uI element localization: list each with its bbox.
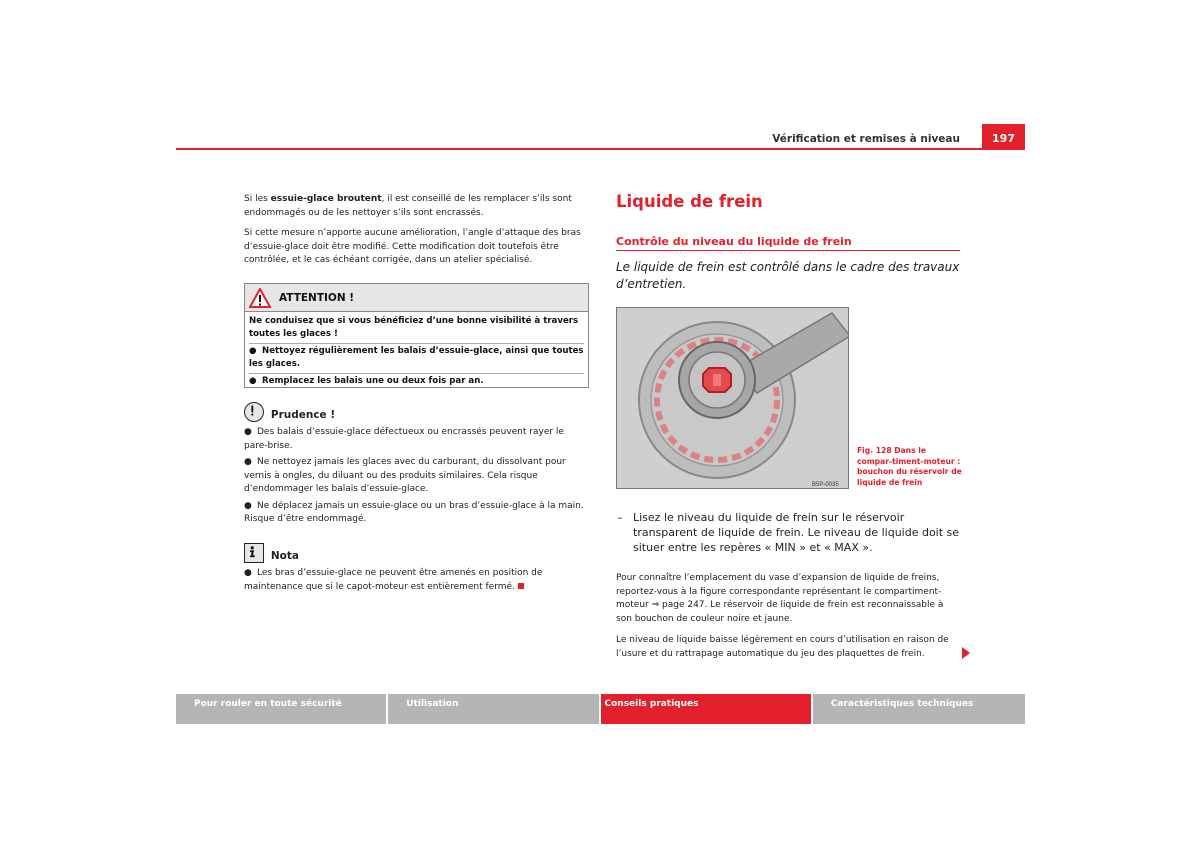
caution-block <box>244 402 589 530</box>
brake-fluid-cap-figure <box>616 307 849 489</box>
header-rule <box>176 148 1025 150</box>
step-text: Lisez le niveau du liquide de frein sur le réservoir transparent de liquide de frein. Le niveau de liquide doit se situer entre les repères « MIN » et « MAX ». <box>633 511 960 554</box>
running-header-title: Vérification et remises à niveau <box>772 133 960 145</box>
instruction-step <box>617 510 962 555</box>
warning-title: ATTENTION ! <box>279 291 355 304</box>
note-title: Nota <box>270 549 299 562</box>
end-of-section-marker <box>518 583 524 589</box>
tab-safety[interactable]: Pour rouler en toute sécurité <box>176 694 388 724</box>
caution-bullet: ● Ne nettoyez jamais les glaces avec du carburant, du dissolvant pour vernis à ongles, du diluant ou des produits similaires. Cela risque d’endommager les balais d’essuie-glace. <box>244 457 566 494</box>
subsection-rule <box>616 250 960 251</box>
info-icon <box>244 543 264 563</box>
footer-tabs <box>176 694 1025 724</box>
left-column <box>244 193 589 275</box>
paragraph-wiper-chatter: Si les essuie-glace broutent, il est conseillé de les remplacer s’ils sont endommagés ou de les nettoyer s’ils sont encrassés. <box>244 194 572 218</box>
brake-fluid-cap-illustration <box>617 308 849 489</box>
paragraph-reservoir-location: Pour connaître l’emplacement du vase d’expansion de liquide de freins, reportez-vous à la figure correspondante représentant le compartiment-moteur ⇒ page 247. Le réservoir de liquide de frein est reconnaissable à son bouchon de couleur noire et jaune. <box>616 573 944 624</box>
figure-caption: Fig. 128 Dans le compar-timent-moteur : bouchon du réservoir de liquide de frein <box>857 446 962 487</box>
step-dash: – <box>617 511 623 524</box>
figure-code: B5P-0035 <box>812 482 839 488</box>
paragraph-wiper-angle: Si cette mesure n’apporte aucune amélioration, l’angle d’attaque des bras d’essuie-glace doit être modifié. Cette modification doit toutefois être contrôlée, et le cas échéant corrigée, dans un atelier spécialisé. <box>244 228 581 265</box>
warning-line: Ne conduisez que si vous bénéficiez d’une bonne visibilité à travers toutes les glaces ! <box>249 314 584 344</box>
page-number: 197 <box>982 124 1025 149</box>
note-bullet: ● Les bras d’essuie-glace ne peuvent être amenés en position de maintenance que si le capot-moteur est entièrement fermé. <box>244 568 543 592</box>
tab-practical-tips[interactable]: Conseils pratiques <box>601 694 813 724</box>
continue-arrow-icon <box>962 647 970 659</box>
caution-icon <box>244 402 264 422</box>
warning-triangle-icon <box>249 288 271 308</box>
tab-technical-data[interactable]: Caractéristiques techniques <box>813 694 1025 724</box>
section-title: Liquide de frein <box>616 192 763 211</box>
tab-operation[interactable]: Utilisation <box>388 694 600 724</box>
note-block <box>244 543 589 597</box>
warning-header <box>245 284 588 312</box>
caution-bullet: ● Ne déplacez jamais un essuie-glace ou un bras d’essuie-glace à la main. Risque d’être endommagé. <box>244 500 584 524</box>
warning-bullet: ● Remplacez les balais une ou deux fois par an. <box>249 376 484 386</box>
paragraph-level-drop: Le niveau de liquide baisse légèrement en cours d’utilisation en raison de l’usure et du rattrapage automatique du jeu des plaquettes de frein. <box>616 635 949 659</box>
warning-box <box>244 283 589 388</box>
warning-bullet: ● Nettoyez régulièrement les balais d’essuie-glace, ainsi que toutes les glaces. <box>249 344 584 374</box>
intro-text: Le liquide de frein est contrôlé dans le cadre des travaux d’entretien. <box>616 260 960 291</box>
subsection-title: Contrôle du niveau du liquide de frein <box>616 235 852 248</box>
caution-title: Prudence ! <box>270 408 336 421</box>
caution-bullet: ● Des balais d’essuie-glace défectueux ou encrassés peuvent rayer le pare-brise. <box>244 427 564 451</box>
